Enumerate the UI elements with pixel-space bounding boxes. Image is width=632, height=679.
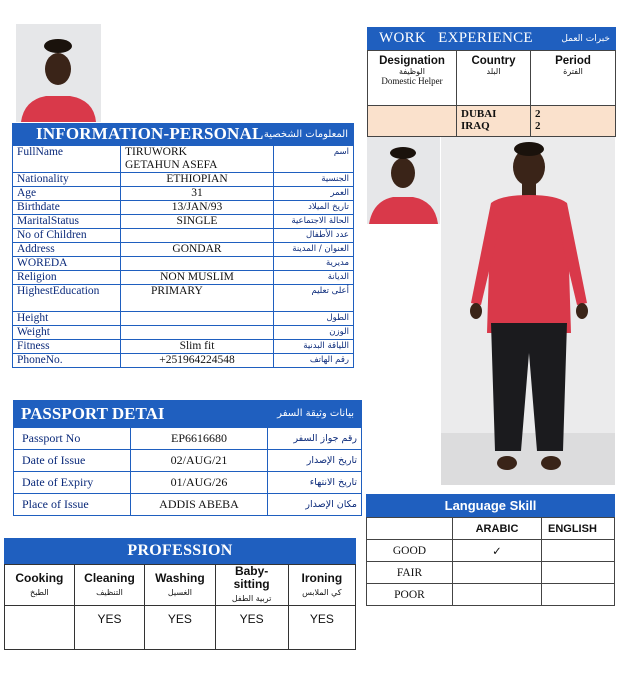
profession-value xyxy=(5,606,75,650)
personal-label-ar: اسم xyxy=(274,146,354,173)
profession-table xyxy=(4,564,356,650)
language-row xyxy=(367,540,615,562)
passport-section xyxy=(13,400,362,516)
personal-info-section xyxy=(12,123,354,368)
passport-value: ADDIS ABEBA xyxy=(131,494,268,516)
personal-row xyxy=(13,146,354,173)
profession-col-header xyxy=(74,565,145,606)
language-row xyxy=(367,562,615,584)
profession-value: YES xyxy=(74,606,145,650)
profession-label-ar: كي الملابس xyxy=(302,587,342,597)
personal-row xyxy=(13,187,354,201)
personal-label-ar: تاريخ الميلاد xyxy=(274,201,354,215)
passport-photo xyxy=(16,24,101,122)
passport-label: Place of Issue xyxy=(14,494,131,516)
work-experience-title-ar: خبرات العمل xyxy=(561,33,610,44)
personal-label-ar: مديرية xyxy=(274,257,354,271)
personal-label: WOREDA xyxy=(13,257,121,271)
language-col-arabic: ARABIC xyxy=(453,518,542,540)
personal-label: Nationality xyxy=(13,173,121,187)
period-header xyxy=(531,51,616,106)
language-arabic-mark: ✓ xyxy=(453,540,542,562)
passport-row xyxy=(14,450,362,472)
personal-label-ar: الحالة الاجتماعية xyxy=(274,215,354,229)
personal-info-title: INFORMATION-PERSONAL xyxy=(36,124,264,143)
profession-label: Baby-sitting xyxy=(233,564,270,591)
personal-value: SINGLE xyxy=(121,215,274,229)
language-english-mark xyxy=(542,584,615,606)
designation-label: Designation xyxy=(379,55,445,67)
personal-value xyxy=(121,312,274,326)
language-corner-cell xyxy=(367,518,453,540)
language-arabic-mark xyxy=(453,584,542,606)
personal-label: PhoneNo. xyxy=(13,354,121,368)
passport-label-ar: تاريخ الانتهاء xyxy=(268,472,362,494)
profession-col-header xyxy=(288,565,355,606)
personal-value: Slim fit xyxy=(121,340,274,354)
profession-col-header xyxy=(145,565,215,606)
personal-label-ar: الوزن xyxy=(274,326,354,340)
country-label: Country xyxy=(471,55,516,67)
passport-row xyxy=(14,494,362,516)
personal-value: NON MUSLIM xyxy=(121,271,274,285)
profession-header xyxy=(4,538,356,564)
country-header xyxy=(457,51,531,106)
language-english-mark xyxy=(542,562,615,584)
personal-value xyxy=(121,229,274,243)
passport-label: Date of Expiry xyxy=(14,472,131,494)
personal-info-table xyxy=(12,145,354,368)
full-body-photo xyxy=(441,133,615,485)
personal-label-ar: الديانة xyxy=(274,271,354,285)
personal-row xyxy=(13,201,354,215)
passport-title-ar: بيانات وثيقة السفر xyxy=(277,408,354,419)
personal-row xyxy=(13,326,354,340)
personal-row xyxy=(13,340,354,354)
language-english-mark xyxy=(542,540,615,562)
period-label: Period xyxy=(555,55,591,67)
profession-label: Cooking xyxy=(15,570,64,585)
language-skill-section xyxy=(366,494,615,606)
portrait-photo xyxy=(367,133,440,224)
personal-value xyxy=(121,326,274,340)
language-col-english: ENGLISH xyxy=(542,518,615,540)
personal-info-title-ar: المعلومات الشخصية xyxy=(263,128,348,140)
personal-label-ar: رقم الهاتف xyxy=(274,354,354,368)
passport-title: PASSPORT DETAI xyxy=(21,403,165,423)
profession-col-header xyxy=(215,565,288,606)
passport-label: Passport No xyxy=(14,428,131,450)
designation-value: Domestic Helper xyxy=(381,76,443,86)
personal-label: Birthdate xyxy=(13,201,121,215)
passport-row xyxy=(14,472,362,494)
personal-row xyxy=(13,215,354,229)
personal-value: +251964224548 xyxy=(121,354,274,368)
country-entries: DUBAI IRAQ xyxy=(457,106,531,137)
personal-row xyxy=(13,173,354,187)
personal-row xyxy=(13,257,354,271)
personal-label-ar: الطول xyxy=(274,312,354,326)
passport-label-ar: تاريخ الإصدار xyxy=(268,450,362,472)
profession-value: YES xyxy=(288,606,355,650)
designation-entry xyxy=(368,106,457,137)
personal-label-ar: العنوان / المدينة xyxy=(274,243,354,257)
language-level: GOOD xyxy=(367,540,453,562)
personal-value: PRIMARY xyxy=(121,285,274,312)
profession-value: YES xyxy=(145,606,215,650)
profession-col-header xyxy=(5,565,75,606)
passport-row xyxy=(14,428,362,450)
personal-row xyxy=(13,229,354,243)
personal-label: HighestEducation xyxy=(13,285,121,312)
personal-label: Height xyxy=(13,312,121,326)
personal-row xyxy=(13,271,354,285)
profession-section xyxy=(4,538,356,650)
personal-value: 31 xyxy=(121,187,274,201)
language-skill-header xyxy=(366,494,615,517)
profession-label: Washing xyxy=(155,570,205,585)
profession-label-ar: الطبخ xyxy=(29,587,49,597)
personal-value: GONDAR xyxy=(121,243,274,257)
personal-label-ar: عدد الأطفال xyxy=(274,229,354,243)
profession-label-ar: الغسيل xyxy=(167,587,192,597)
work-experience-header xyxy=(367,27,616,50)
personal-label: Religion xyxy=(13,271,121,285)
personal-value: 13/JAN/93 xyxy=(121,201,274,215)
personal-value: ETHIOPIAN xyxy=(121,173,274,187)
personal-label: No of Children xyxy=(13,229,121,243)
personal-value: TIRUWORK GETAHUN ASEFA xyxy=(121,146,274,173)
passport-table xyxy=(13,427,362,516)
designation-header xyxy=(368,51,457,106)
personal-value xyxy=(121,257,274,271)
personal-label-ar: الجنسية xyxy=(274,173,354,187)
personal-label-ar: أعلى تعليم xyxy=(274,285,354,312)
work-experience-table xyxy=(367,50,616,137)
work-experience-section xyxy=(367,27,616,137)
profession-title: PROFESSION xyxy=(127,542,233,559)
passport-header xyxy=(13,400,362,427)
personal-label-ar: العمر xyxy=(274,187,354,201)
designation-label-ar: الوظيفة xyxy=(399,67,425,76)
language-skill-title: Language Skill xyxy=(444,498,537,513)
personal-info-header xyxy=(12,123,354,145)
profession-value: YES xyxy=(215,606,288,650)
passport-label: Date of Issue xyxy=(14,450,131,472)
personal-row xyxy=(13,285,354,312)
passport-value: EP6616680 xyxy=(131,428,268,450)
period-label-ar: الفترة xyxy=(563,67,583,76)
personal-label: Weight xyxy=(13,326,121,340)
period-entries: 2 2 xyxy=(531,106,616,137)
language-arabic-mark xyxy=(453,562,542,584)
language-level: FAIR xyxy=(367,562,453,584)
personal-label: MaritalStatus xyxy=(13,215,121,229)
personal-row xyxy=(13,354,354,368)
language-skill-table xyxy=(366,517,615,606)
personal-row xyxy=(13,312,354,326)
profession-label: Ironing xyxy=(301,570,343,585)
personal-label: Fitness xyxy=(13,340,121,354)
personal-label-ar: اللياقة البدنية xyxy=(274,340,354,354)
work-experience-title: WORK EXPERIENCE xyxy=(379,30,533,46)
passport-value: 02/AUG/21 xyxy=(131,450,268,472)
language-row xyxy=(367,584,615,606)
profession-label-ar: التنظيف xyxy=(96,587,123,597)
passport-label-ar: مكان الإصدار xyxy=(268,494,362,516)
personal-row xyxy=(13,243,354,257)
personal-label: Address xyxy=(13,243,121,257)
language-level: POOR xyxy=(367,584,453,606)
personal-label: FullName xyxy=(13,146,121,173)
passport-value: 01/AUG/26 xyxy=(131,472,268,494)
passport-label-ar: رقم جواز السفر xyxy=(268,428,362,450)
personal-label: Age xyxy=(13,187,121,201)
country-label-ar: البلد xyxy=(486,67,501,76)
profession-label: Cleaning xyxy=(84,570,135,585)
profession-label-ar: تربية الطفل xyxy=(231,594,272,603)
